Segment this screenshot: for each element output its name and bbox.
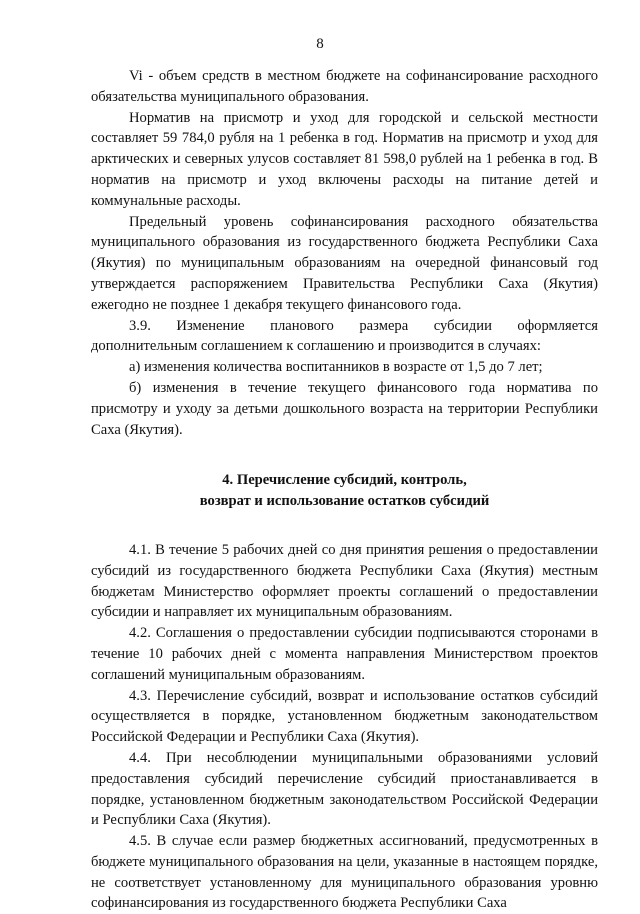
paragraph-4-4: 4.4. При несоблюдении муниципальными образованиями условий предоставления субсидий перечисление субсидий приостанавливается в порядке, установленном бюджетным законодательством Российской Федерации и Республики Саха (Якутия). (91, 749, 598, 829)
paragraph-vi-definition: Vi - объем средств в местном бюджете на софинансирование расходного обязательства муниципального образования. (91, 68, 598, 105)
document-body (91, 66, 598, 914)
paragraph-cofinancing-limit: Предельный уровень софинансирования расходного обязательства муниципального образования из государственного бюджета Республики Саха (Якутия) по муниципальным образованиям на очередной финансовый год утверждается распоряжением Правительства Республики Саха (Якутия) ежегодно не позднее 1 декабря текущего финансового года. (91, 213, 598, 313)
paragraph-4-1: 4.1. В течение 5 рабочих дней со дня принятия решения о предоставлении субсидий из государственного бюджета Республики Саха (Якутия) местным бюджетам Министерство оформляет проекты соглашений о предоставлении субсидии и направляет их муниципальным образованиям. (91, 541, 598, 621)
section-heading-line-1: 4. Перечисление субсидий, контроль, (222, 472, 467, 489)
section-heading (91, 470, 598, 512)
paragraph-4-5: 4.5. В случае если размер бюджетных ассигнований, предусмотренных в бюджете муниципального образования на цели, указанные в настоящем порядке, не соответствует установленному для муниципального образования уровню софинансирования из государственного бюджета Республики Саха (91, 833, 598, 912)
paragraph-3-9-b: б) изменения в течение текущего финансового года норматива по присмотру и уходу за детьми дошкольного возраста на территории Республики Саха (Якутия). (91, 379, 598, 438)
paragraph-3-9: 3.9. Изменение планового размера субсидии оформляется дополнительным соглашением к соглашению и производится в случаях: (91, 317, 598, 355)
paragraph-4-3: 4.3. Перечисление субсидий, возврат и использование остатков субсидий осуществляется в порядке, установленном бюджетным законодательством Российской Федерации и Республики Саха (Якутия). (91, 687, 598, 746)
page-number: 8 (316, 36, 324, 52)
paragraph-norm: Норматив на присмотр и уход для городской и сельской местности составляет 59 784,0 рубля на 1 ребенка в год. Норматив на присмотр и уход для арктических и северных улусов составляет 81 598,0 рублей на 1 ребенка в год. В норматив на присмотр и уход включены расходы на питание детей и коммунальные расходы. (91, 109, 598, 209)
paragraph-3-9-a: а) изменения количества воспитанников в возрасте от 1,5 до 7 лет; (129, 359, 543, 376)
paragraph-4-2: 4.2. Соглашения о предоставлении субсидии подписываются сторонами в течение 10 рабочих дней с момента направления Министерством проектов соглашений муниципальным образованиям. (91, 625, 598, 683)
section-heading-line-2: возврат и использование остатков субсидий (199, 493, 490, 510)
